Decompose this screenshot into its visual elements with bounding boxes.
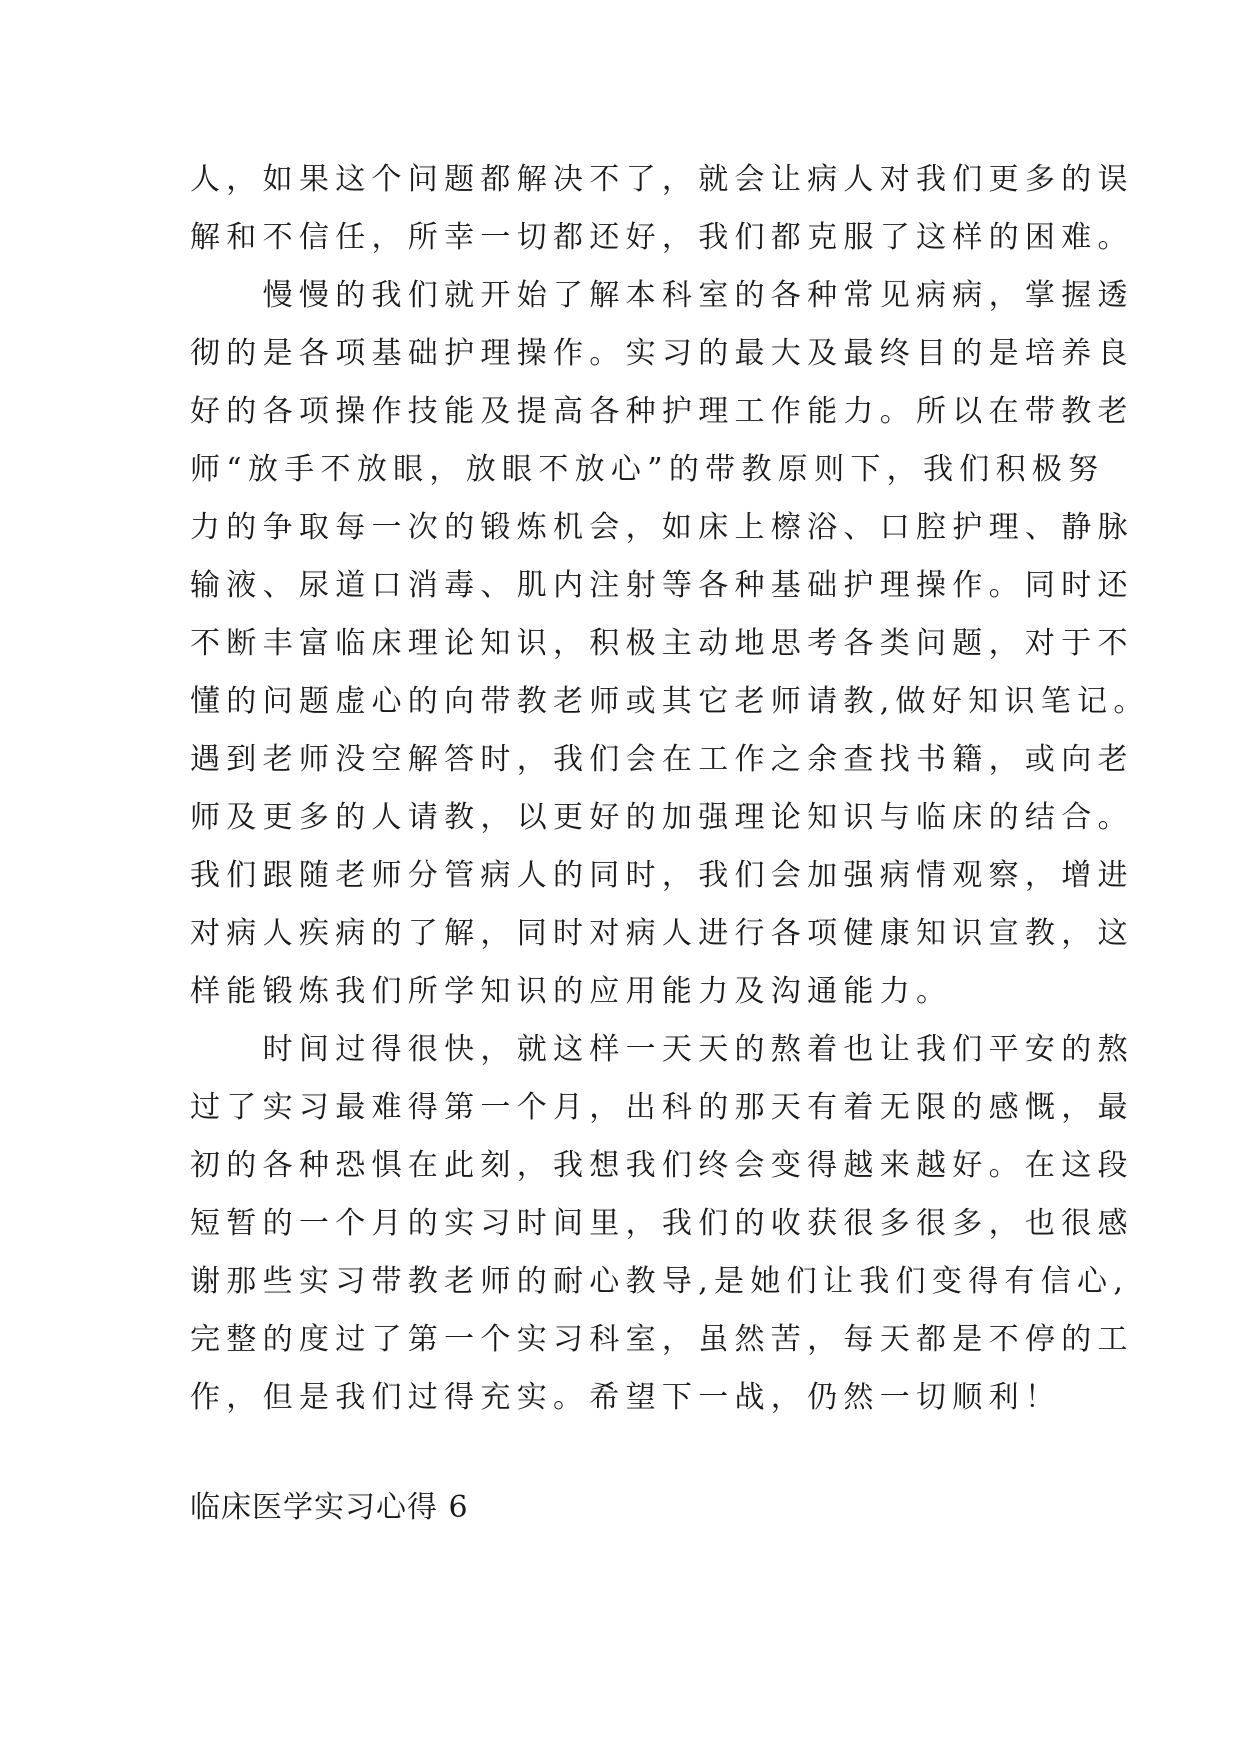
text-line: 力的争取每一次的锻炼机会，如床上檫浴、口腔护理、静脉	[190, 510, 1134, 545]
text-line: 时间过得很快，就这样一天天的熬着也让我们平安的熬	[190, 1032, 1134, 1067]
text-line: 对病人疾病的了解，同时对病人进行各项健康知识宣教，这	[190, 916, 1134, 951]
text-line: 好的各项操作技能及提高各种护理工作能力。所以在带教老	[190, 394, 1134, 429]
text-line: 懂的问题虚心的向带教老师或其它老师请教,做好知识笔记。	[190, 684, 1150, 719]
text-line: 谢那些实习带教老师的耐心教导,是她们让我们变得有信心,	[190, 1264, 1130, 1299]
text-line: 师“放手不放眼，放眼不放心”的带教原则下，我们积极努	[190, 452, 1105, 487]
text-line: 不断丰富临床理论知识，积极主动地思考各类问题，对于不	[190, 626, 1134, 661]
text-line: 师及更多的人请教，以更好的加强理论知识与临床的结合。	[190, 800, 1134, 835]
text-line: 短暂的一个月的实习时间里，我们的收获很多很多，也很感	[190, 1206, 1134, 1241]
text-line: 解和不信任，所幸一切都还好，我们都克服了这样的困难。	[190, 220, 1134, 255]
text-line: 慢慢的我们就开始了解本科室的各种常见病病，掌握透	[190, 278, 1134, 313]
text-line: 人，如果这个问题都解决不了，就会让病人对我们更多的误	[190, 162, 1134, 197]
text-line: 完整的度过了第一个实习科室，虽然苦，每天都是不停的工	[190, 1322, 1134, 1357]
text-line: 初的各种恐惧在此刻，我想我们终会变得越来越好。在这段	[190, 1148, 1134, 1183]
text-line: 样能锻炼我们所学知识的应用能力及沟通能力。	[190, 974, 953, 1009]
text-line: 我们跟随老师分管病人的同时，我们会加强病情观察，增进	[190, 858, 1134, 893]
text-line: 作，但是我们过得充实。希望下一战，仍然一切顺利！	[190, 1380, 1062, 1415]
text-line: 输液、尿道口消毒、肌内注射等各种基础护理操作。同时还	[190, 568, 1134, 603]
section-heading: 临床医学实习心得 6	[190, 1490, 469, 1525]
text-line: 遇到老师没空解答时，我们会在工作之余查找书籍，或向老	[190, 742, 1134, 777]
text-line: 彻的是各项基础护理操作。实习的最大及最终目的是培养良	[190, 336, 1134, 371]
text-line: 过了实习最难得第一个月，出科的那天有着无限的感慨，最	[190, 1090, 1134, 1125]
